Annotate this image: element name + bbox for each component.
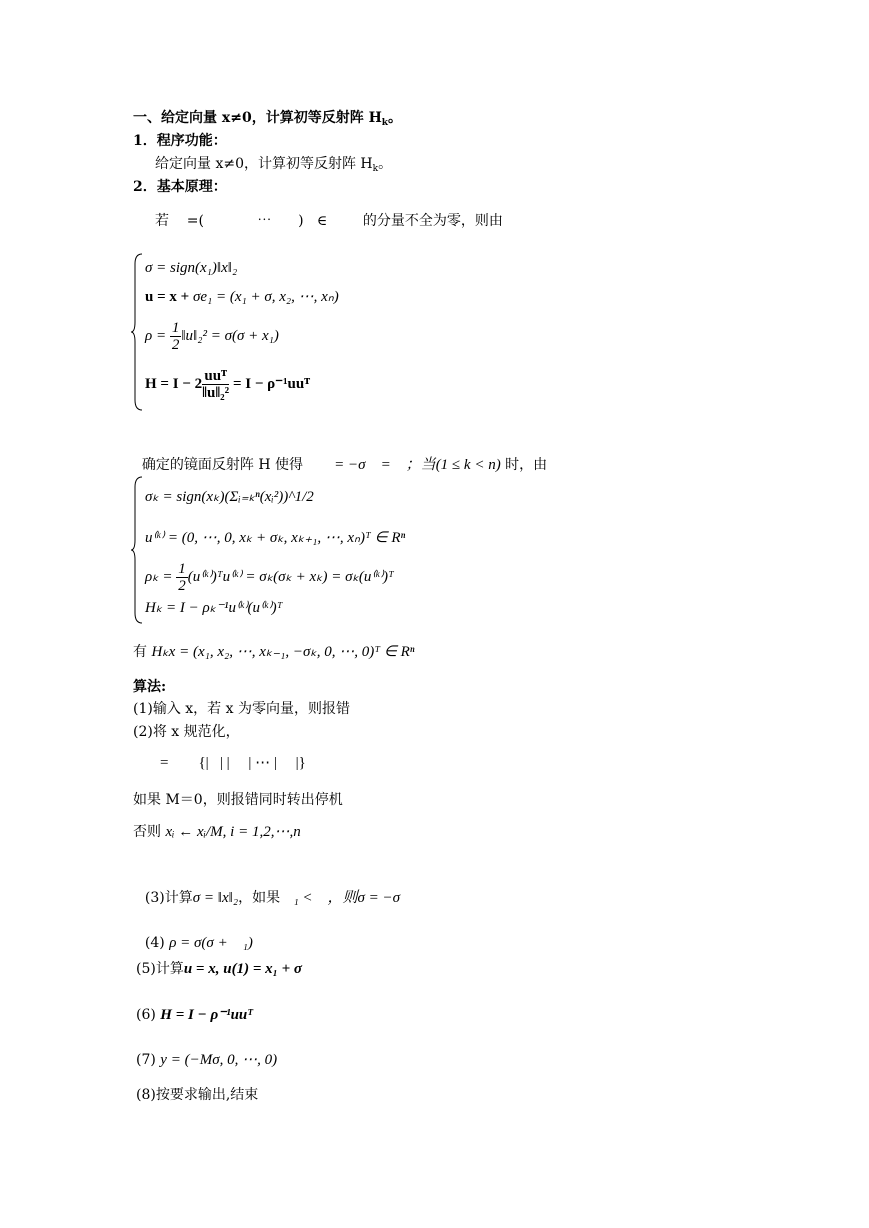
algorithm-step7-eq: y = (−Mσ, 0, ⋯, 0)	[160, 1052, 278, 1068]
algorithm-step4-pre: (4)	[144, 935, 165, 951]
result-line	[133, 642, 415, 662]
mirror-condition: (1 ≤ k < n)	[435, 457, 501, 473]
algorithm-step6-pre: (6)	[136, 1007, 156, 1023]
algorithm-step4-eq: ρ = σ(σ + ₁)	[169, 935, 253, 951]
algorithm-step2-else-pre: 否则	[133, 824, 161, 840]
algorithm-step3-eq: σ = ‖x‖₂	[192, 890, 239, 906]
title-end: 。	[388, 110, 403, 126]
section1-body-end: 。	[378, 156, 393, 172]
eq1-line1: σ = sign(x₁)‖x‖₂	[145, 260, 238, 276]
section2-heading: 2．基本原理：	[133, 179, 227, 195]
algorithm-step7-pre: (7)	[136, 1052, 156, 1068]
eq1-line4	[145, 368, 310, 401]
eq1-line3-numerator: 1	[171, 320, 180, 336]
eq1-line3-part-b: ‖u‖₂² = σ(σ + x₁)	[181, 327, 279, 344]
eq1-line4-part-b: = I − ρ⁻¹uuᵀ	[229, 375, 311, 392]
algorithm-step5	[136, 959, 302, 979]
mirror-line-pre: 确定的镜面反射阵 H 使得	[141, 457, 304, 473]
mirror-line-end: 时，由	[505, 457, 548, 473]
algorithm-step3-pre: (3)计算	[144, 890, 193, 906]
algorithm-step3-mid: ，如果	[238, 890, 281, 906]
left-brace-2	[130, 475, 144, 625]
algorithm-step8: (8)按要求输出,结束	[136, 1087, 259, 1103]
eq1-line4-fraction	[202, 368, 229, 401]
algorithm-step2-formula: = {| | | | ⋯ | |}	[160, 755, 306, 771]
algorithm-step3	[136, 868, 400, 908]
mirror-line-mid: = −σ = ；当	[334, 457, 436, 473]
algorithm-step1: (1)输入 x，若 x 为零向量，则报错	[133, 701, 350, 717]
eq2-line4: Hₖ = I − ρₖ⁻¹u⁽ᵏ⁾(u⁽ᵏ⁾)ᵀ	[145, 600, 283, 616]
eq1-line3-denominator: 2	[171, 337, 180, 353]
eq1-line2	[145, 287, 339, 307]
eq2-line3-part-b: (u⁽ᵏ⁾)ᵀu⁽ᵏ⁾ = σₖ(σₖ + xₖ) = σₖ(u⁽ᵏ⁾)ᵀ	[187, 568, 394, 585]
section1-body-text: 给定向量 x≠0，计算初等反射阵 H	[155, 156, 373, 172]
result-equation: Hₖx = (x₁, x₂, ⋯, xₖ₋₁, −σₖ, 0, ⋯, 0)ᵀ ∈ Rⁿ	[151, 644, 415, 660]
principle-lead: 若 =( ⋯ ) ∈ 的分量不全为零，则由	[155, 213, 503, 229]
eq2-line3-fraction	[176, 561, 188, 594]
algorithm-step5-eq: u = x, u(1) = x₁ + σ	[183, 961, 302, 977]
algorithm-step2: (2)将 x 规范化，	[133, 724, 240, 740]
eq2-line1: σₖ = sign(xₖ)(Σᵢ₌ₖⁿ(xᵢ²))^1/2	[145, 489, 314, 505]
eq1-line2-part-b: σe₁ = (x₁ + σ, x₂, ⋯, xₙ)	[192, 289, 339, 305]
eq1-line2-part-a: u = x +	[145, 289, 193, 305]
eq2-line3	[145, 561, 394, 594]
section1-body	[155, 154, 392, 179]
algorithm-step2-check: 如果 M＝0，则报错同时转出停机	[133, 792, 343, 808]
left-brace-1	[130, 252, 144, 412]
algorithm-step2-else-eq: xᵢ ← xᵢ/M, i = 1,2,⋯,n	[165, 824, 301, 840]
eq2-line3-numerator: 1	[178, 561, 186, 577]
title-text: 一、给定向量 x≠0，计算初等反射阵 H	[133, 110, 382, 126]
algorithm-step6	[136, 1005, 253, 1025]
eq1-line4-denominator: ‖u‖₂²	[202, 385, 230, 401]
eq1-line3-part-a: ρ =	[145, 327, 170, 344]
algorithm-step6-eq: H = I − ρ⁻¹uuᵀ	[160, 1007, 253, 1023]
section1-heading: 1．程序功能：	[133, 133, 227, 149]
algorithm-step2-else	[133, 822, 301, 842]
mirror-line	[133, 435, 547, 475]
result-pre: 有	[133, 644, 147, 660]
eq1-line3	[145, 320, 279, 353]
eq2-line3-denominator: 2	[178, 578, 186, 594]
title-subscript: k	[381, 118, 389, 128]
algorithm-step3-res: σ = −σ	[357, 890, 401, 906]
algorithm-heading: 算法:	[133, 679, 167, 695]
algorithm-step4	[136, 913, 253, 953]
algorithm-step5-pre: (5)计算	[136, 961, 184, 977]
algorithm-step7	[136, 1050, 277, 1070]
algorithm-step3-cond: ₁ < ，则	[293, 890, 358, 906]
page-title	[133, 108, 402, 133]
eq2-line3-part-a: ρₖ =	[145, 568, 177, 585]
eq1-line4-part-a: H = I − 2	[145, 375, 203, 392]
section1-body-subscript: k	[372, 164, 379, 174]
eq2-line2: u⁽ᵏ⁾ = (0, ⋯, 0, xₖ + σₖ, xₖ₊₁, ⋯, xₙ)ᵀ ∈ Rⁿ	[145, 530, 406, 546]
eq1-line4-numerator: uuᵀ	[202, 368, 229, 385]
eq1-line3-fraction	[170, 320, 182, 353]
